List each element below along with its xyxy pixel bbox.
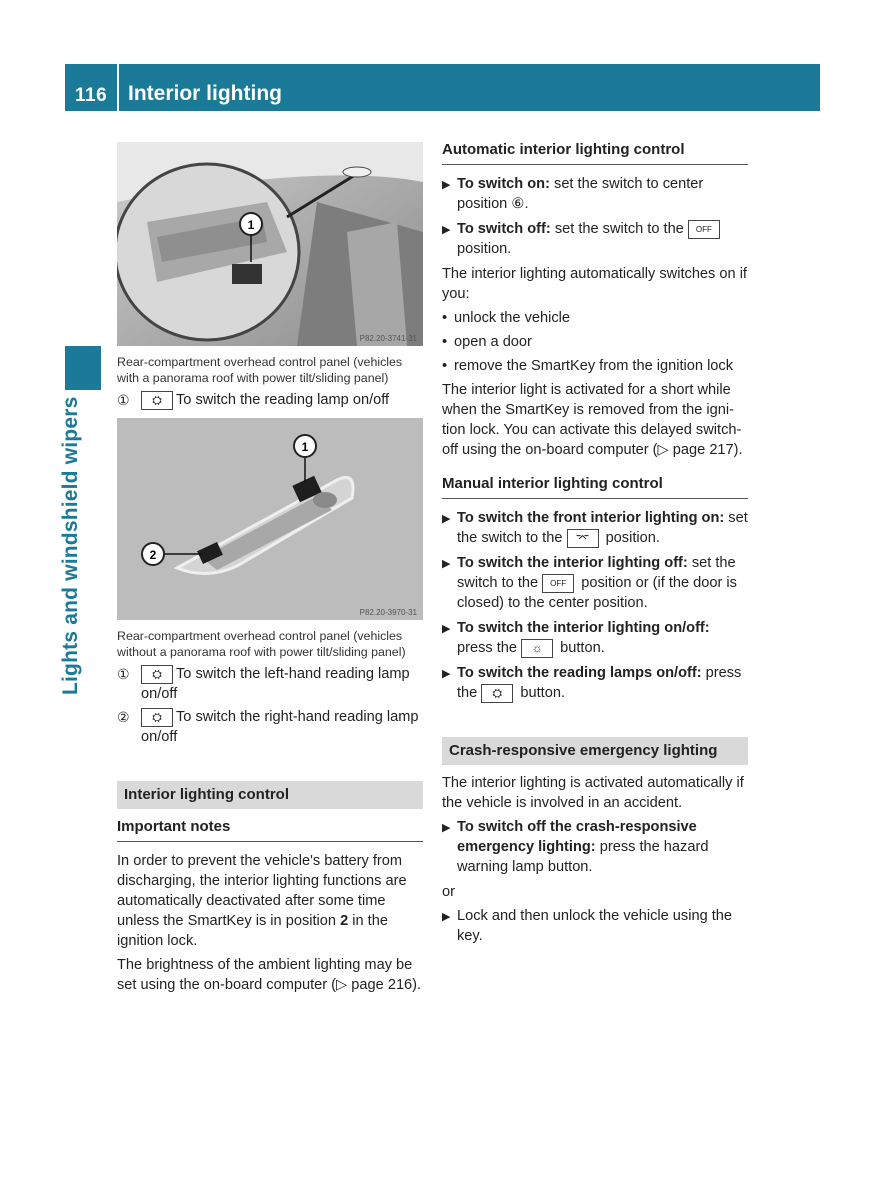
instruction-item: ▶ To switch off: set the switch to the OFF position. — [442, 219, 748, 259]
reading-lamp-icon: ⛭ — [141, 708, 173, 727]
legend-item: ② ⛭ To switch the right-hand reading lamp on/off — [117, 709, 419, 745]
instruction-item: ▶ To switch the reading lamps on/off: press the ⛭ button. — [442, 665, 742, 701]
svg-text:1: 1 — [301, 440, 309, 454]
paragraph: The interior lighting is activated automatically if the vehicle is involved in an accident. — [442, 775, 744, 811]
or-label: or — [442, 884, 455, 900]
header-divider — [117, 64, 119, 111]
chapter-label: Lights and windshield wipers — [59, 396, 82, 695]
reading-lamp-icon: ⛭ — [141, 391, 173, 410]
legend-item: ① ⛭ To switch the left-hand reading lamp on/off — [117, 666, 410, 702]
subheading: Important notes — [117, 817, 423, 842]
section-heading: Crash-responsive emergency lighting — [442, 737, 748, 765]
paragraph: The interior light is activated for a short while when the SmartKey is removed from the ignition lock. You can activate this delayed switch-off using the on-board computer (▷ page 217). — [442, 382, 743, 458]
paragraph: The brightness of the ambient lighting may be set using the on-board computer (▷ page 216). — [117, 957, 422, 993]
instruction-item: ▶ Lock and then unlock the vehicle using the key. — [442, 908, 733, 944]
photo-panorama-roof-panel — [117, 142, 423, 346]
front-lighting-icon: ⌤ — [567, 529, 599, 548]
photo-code: P82.20-3970-31 — [359, 608, 417, 617]
subheading: Manual interior lighting control — [442, 474, 748, 499]
list-item: • open a door — [442, 334, 532, 350]
instruction-item: ▶ To switch the interior lighting on/off: press the ☼ button. — [442, 620, 710, 656]
legend-item: ① ⛭ To switch the reading lamp on/off — [117, 392, 390, 408]
right-column — [442, 140, 748, 951]
instruction-item: ▶ To switch the interior lighting off: set the switch to the OFF position or (if the door is closed) to the center position. — [442, 555, 737, 611]
paragraph: In order to prevent the vehicle's battery from discharging, the interior lighting functions are automatically deactivated after some time unless the SmartKey is in position 2 in the ignition lock. — [117, 853, 407, 949]
instruction-item: ▶ To switch the front interior lighting on: set the switch to the ⌤ position. — [442, 510, 748, 546]
list-item: • remove the SmartKey from the ignition lock — [442, 358, 734, 374]
lamp-off-icon: OFF — [688, 220, 720, 239]
chapter-tab — [65, 346, 101, 390]
photo-code: P82.20-3741-31 — [359, 334, 417, 343]
list-item: • unlock the vehicle — [442, 310, 571, 326]
instruction-item: ▶ To switch on: set the switch to center position ⑥. — [442, 176, 704, 212]
left-column — [117, 142, 423, 999]
subheading: Automatic interior lighting control — [442, 140, 748, 165]
photo-caption: Rear-compartment overhead control panel (vehicles without a panorama roof with power tilt/sliding panel) — [117, 629, 406, 659]
paragraph: The interior lighting automatically switches on if you: — [442, 266, 747, 302]
page-title: Interior lighting — [128, 82, 282, 105]
reading-lamp-icon: ⛭ — [141, 665, 173, 684]
interior-light-icon: ☼ — [521, 639, 553, 658]
lamp-off-icon: OFF — [542, 574, 574, 593]
svg-text:1: 1 — [247, 218, 255, 232]
section-heading: Interior lighting control — [117, 781, 423, 809]
photo-standard-roof-panel — [117, 418, 423, 620]
page-number: 116 — [75, 85, 108, 106]
reading-lamp-icon: ⛭ — [481, 684, 513, 703]
photo-caption: Rear-compartment overhead control panel (vehicles with a panorama roof with power tilt/sliding panel) — [117, 355, 403, 385]
svg-text:2: 2 — [149, 548, 157, 562]
page-header — [65, 64, 820, 111]
instruction-item: ▶ To switch off the crash-responsive emergency lighting: press the hazard warning lamp button. — [442, 819, 709, 875]
